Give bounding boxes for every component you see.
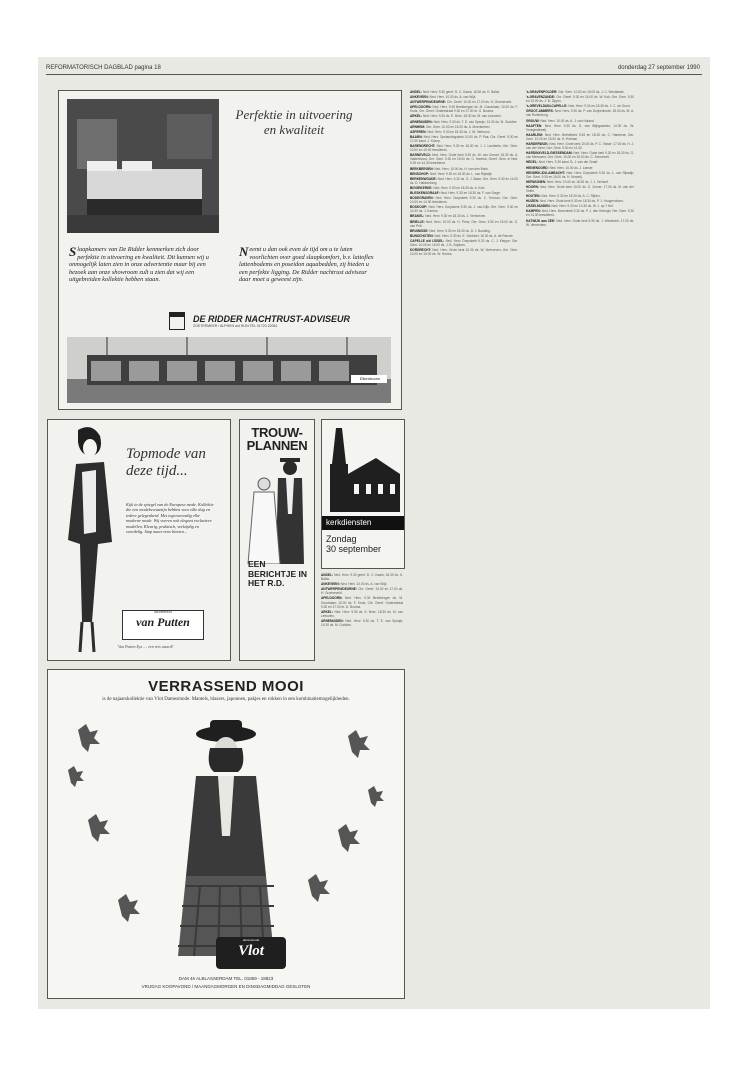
listing-entry [321, 619, 403, 627]
listing-entry [321, 573, 403, 581]
listing-place: HEDEL: [526, 160, 538, 165]
listing-entry [410, 239, 518, 247]
listing-place: HENDRIK-IDO-AMBACHT: [526, 170, 566, 175]
ad-van-putten [47, 419, 231, 661]
listing-text: Ned. Herv. Dorpskerk 9.30 ds. L. van Rijswijk; Ger. Gem. 9.30 en 15.00 ds. H. Verweij. [526, 170, 634, 179]
listing-entry [321, 596, 403, 608]
listing-text: Ned. Herv. Oude kerk 9.30 ds. W. van Gorsel; 18.30 ds. A. Vastenhoud; Ger. Gem. 9.30 en 15.00 ds. C. Harinck; Geref. Gem. in Ned. 9.30 en 14.30 leesdienst. [410, 153, 518, 166]
listing-text: Ned. Herv. 9.30 ds. E. Boer; 18.30 ds. M. van Leeuwen. [422, 114, 502, 119]
listing-place: BRAKEL: [410, 214, 425, 219]
listing-text: Ger. Gem. 10.00 en 16.00 ds. A. Moerkerken. [425, 124, 491, 129]
logo-text: van Putten [136, 615, 190, 629]
listing-place: CAPELLE a/d IJSSEL: [410, 238, 445, 243]
ad-headline: Topmode van deze tijd... [126, 446, 206, 479]
vlot-logo [216, 937, 286, 969]
listing-entry [410, 196, 518, 204]
listing-entry [410, 177, 518, 185]
listing-entry [321, 587, 403, 595]
listing-place: ASPEREN: [410, 129, 427, 134]
listing-text: Ned. Herv. 9.30 en 18.30 ds. A. Kort. [433, 185, 486, 190]
listing-entry [410, 205, 518, 213]
listing-place: GROOT-AMMERS: [526, 109, 554, 114]
listing-text: Chr. Geref. 10.00 en 17.00 ds. H. Groeneveld. [446, 100, 513, 105]
listing-text: Ned. Herv. 9.30 ds. E. Schinkel; 18.30 ds. A. de Reuver. [434, 233, 514, 238]
listing-place: ARKEL: [410, 114, 423, 119]
listing-text: Ned. Herv. 9.30 geref. D. C. Kaars; 18.30 ds. K. Baldo. [321, 573, 403, 582]
listing-text: Ned. Herv. 9.30 ds. G. J. Baan; Ger. Gem. 9.30 en 14.00 ds. D. Hakkenberg. [410, 176, 518, 185]
listing-entry [526, 124, 634, 132]
listing-text: Ned. Herv. 9.30 en 18.30 ds. F. van Sorge. [440, 190, 501, 195]
listing-place: HUIZEN: [526, 199, 539, 204]
listing-text: Ned. Herv. 10.00 ds. A. van Wijk. [429, 95, 477, 100]
page-header-right: donderdag 27 september 1990 [617, 65, 700, 71]
van-putten-logo [122, 610, 204, 640]
listing-text: Ned. Herv. Opstandingskerk 10.00 ds. P. Pas; Chr. Geref. 9.30 en 17.00 kand. J. Klomp. [410, 134, 518, 143]
listing-entry [526, 119, 634, 123]
listing-entry [526, 104, 634, 108]
listing-entry [410, 153, 518, 165]
listing-place: GROUW: [526, 118, 540, 123]
listing-text: Ned. Herv. 9.30 en 18.30 ds. L. van Rijswijk. [430, 171, 493, 176]
listing-place: ANKEVEEN: [321, 582, 340, 587]
listing-entry [410, 135, 518, 143]
listing-entry [410, 214, 518, 218]
listing-text: Ned. Herv. 9.30 en 18.30 ds. J. J. Lamberts; Ger. Gem. 10.00 en 15.00 leesdienst. [410, 144, 518, 153]
listing-place: ARKEL: [321, 609, 334, 614]
logo-subtext: ZOETERMEER / ALPHEN a/d RIJN TEL 01720-22051 [193, 324, 278, 328]
ad-headline: VERRASSEND MOOI [148, 678, 304, 695]
listing-place: ANTWERPEN/DEURNE: [410, 100, 446, 105]
listing-place: ANKEVEEN: [410, 95, 429, 100]
listing-text: Ned. Herv. 9.30 ds. P. van Duijvenbode; 18.30 ds. M. A. van Ruitenburg. [526, 109, 634, 118]
listing-text: Ned. Herv. Bethelkerk 9.45 en 18.30 ds. C. Harkema; Ger. Gem. 10.00 en 15.00 ds. H. Hofman. [526, 132, 634, 141]
listing-entry [526, 133, 634, 141]
ad-body-right-text: eemt u dan ook even de tijd om u te laten voorlichten over goed slaapkomfort, b.v. lattoflex lattenbodems en poseidon aquabedden, zij bieden u een perfekte ligging. De Ridder nachtrust adviseur daar moet u geweest zijn. [239, 246, 374, 284]
ad-body-left [69, 246, 209, 284]
listing-entry [526, 160, 634, 164]
listing-text: Chr. Geref. 10.00 en 17.00 ds. H. Groeneveld. [321, 587, 403, 596]
listing-entry [526, 219, 634, 227]
ad-body-right [239, 246, 379, 284]
listing-place: KAMPEN: [526, 209, 541, 214]
listing-entry [410, 100, 518, 104]
listing-place: BRIELLE: [410, 219, 425, 224]
ad-body: Kijk in de spiegel van de Europese mode. Kollektie die een modebewustzijn hebben voor elke dag en iedere gelegenheid. Met tegenwoordig elke moderne mode. Wij voeren ook elegant exclusieve modellen. Kleurig, praktisch, veelzijdig en voordelig. Stap maar eens binnen... [126, 502, 214, 535]
listing-entry [410, 220, 518, 228]
section-date [326, 534, 381, 554]
listing-entry [410, 90, 518, 94]
listing-entry [526, 194, 634, 198]
listing-place: HOORN: [526, 184, 539, 189]
listing-place: HEINENOORD: [526, 165, 549, 170]
listing-text: Ned. Herv. Oude kerk 9.30 en 18.30 ds. G. van Meeuwen; Ger. Gem. 10.00 en 15.00 ds. C. Sonnevelt. [526, 151, 634, 160]
listing-text: Ned. Herv. Dorpskerk 9.30 ds. J. van Dijk; Ger. Gem. 9.30 en 14.30 ds. J. Karens. [410, 205, 518, 214]
listing-entry [526, 185, 634, 193]
listing-text: Chr. Geref. 9.30 en 16.00 ds. W. Kok; Ger. Gem. 9.30 en 15.00 ds. J. B. Zippro. [526, 95, 634, 104]
listing-entry [526, 90, 634, 94]
listing-entry [526, 180, 634, 184]
ad-de-ridder [58, 90, 402, 410]
listing-place: ARNHEM: [410, 124, 426, 129]
section-title: kerkdiensten [322, 516, 404, 530]
listings-column-2 [526, 90, 634, 1000]
listing-text: Ned. Herv. 9.30 en 18.30 ds. J. C. de Groot. [568, 104, 631, 109]
listing-place: BARNEVELD: [410, 153, 431, 158]
listing-place: BODEGRAVEN: [410, 196, 434, 201]
logo-text: Vlot [238, 943, 264, 959]
listing-text: Ned. Herv. 10.00 ds. J. Lanser. [549, 165, 594, 170]
ad-address: DAM 46 ALBLASSERDAM TEL. 01859 - 18823 [178, 976, 274, 981]
listing-text: Ned. Herv. 10.00 ds. H. van den Brink. [434, 166, 489, 171]
listing-place: BRUINISSE: [410, 228, 429, 233]
listing-place: KATWIJK aan ZEE: [526, 218, 556, 223]
listing-place: BENSCHOP: [410, 171, 430, 176]
logo-top: damesmode [242, 938, 260, 942]
listing-entry [410, 191, 518, 195]
listing-entry [410, 144, 518, 152]
listing-text: Ned. Herv. 9.30 ds. E. Boer; 18.30 ds. M. van Leeuwen. [321, 609, 403, 618]
listing-entry [526, 166, 634, 170]
listing-entry [410, 120, 518, 124]
listings-column-0 [321, 573, 403, 669]
listing-entry [526, 204, 634, 208]
ad-body-left-text: laapkamers van De Ridder kenmerken zich door perfektie in uitvoering en kwaliteit. Dit kunnen wij u onmogelijk laten zien in onze advertentie maar bij een bezoek aan onze showroom zult u zien dat wij een uitgebreiden kollektie hebben staan. [69, 246, 209, 284]
listing-entry [526, 209, 634, 217]
listing-entry [410, 167, 518, 171]
listing-text: Ned. Herv. 9.30 geref. D. C. Kaars; 18.30 ds. K. Baldo. [422, 90, 501, 94]
listing-text: Ned. Herv. 10.00 ds. A. J. van Nuland. [540, 118, 595, 123]
logo-top: MODEHUIS [153, 610, 173, 614]
listing-place: BAARN: [410, 134, 423, 139]
listing-text: Ned. Herv. 10.00 en 18.30 ds. J. J. Verhoef. [547, 179, 609, 184]
ad-subtitle: is de najaarskollektie van Vlot Damesmode. Mantels, blazers, japonnen, pakjes en rokken in een kombinatiemogelijkheden. [102, 697, 350, 702]
listing-entry [526, 95, 634, 103]
listing-entry [526, 109, 634, 117]
wedding-couple-illustration [240, 454, 314, 564]
listing-place: IJSSELMUIDEN: [526, 204, 551, 209]
listing-place: ANTWERPEN/DEURNE: [321, 587, 357, 592]
listing-entry [410, 248, 518, 256]
listing-text: Ned. Herv. 9.30 ds. T. E. van Spanje; 14.30 ds. M. Guddee. [321, 618, 403, 628]
listing-place: HARDERWIJK: [526, 142, 549, 147]
listing-entry [321, 582, 403, 586]
listing-text: Ned. Herv. 10.00 ds. A. van Wijk. [340, 582, 388, 587]
listings-column-1 [410, 90, 518, 1000]
logo-text: DE RIDDER NACHTRUST-ADVISEUR [193, 314, 351, 324]
listing-entry [321, 610, 403, 618]
listing-text: Ned. Herv. Grote kerk 10.00 ds. P. C. Visser; 17.00 ds. H. J. van der Veen; Ger. Gem. 9.30 en 14.30. [526, 142, 634, 151]
listing-entry [526, 151, 634, 159]
listing-place: ARNEMUIDEN: [410, 119, 433, 124]
listing-text: Ned. Herv. 9.30 en 18.30 ds. J. Verhoeven. [425, 214, 487, 219]
listing-place: BARENDRECHT: [410, 144, 436, 149]
listing-entry [410, 114, 518, 118]
kerkdiensten-header [321, 419, 405, 569]
drop-cap: N [239, 244, 249, 259]
bed-icon [169, 312, 185, 330]
listing-place: ANDEL: [410, 90, 423, 94]
listing-text: Ned. Herv. 9.30 Beekbergen ds. M. Goudriaan; 10.00 ds. F. Kruis; Chr. Geref. Oosterstraat 9.30 en 17.00 dr. G. Bouma. [410, 105, 518, 114]
listing-text: Ned. Herv. Oude kerk 9.30 ds. J. Westerink; 17.00 ds. W. Vermeulen. [526, 218, 634, 227]
listing-place: HAARLEM: [526, 132, 543, 137]
ad-headline: Perfektie in uitvoering en kwaliteit [235, 107, 353, 137]
autumn-leaves-decoration [48, 710, 404, 960]
section-date-text: 30 september [326, 544, 382, 554]
newspaper-page [38, 57, 710, 1009]
listing-place: BLESKENSGRAAF: [410, 190, 440, 195]
listing-place: BUNSCHOTEN: [410, 233, 434, 238]
listing-place: 's-GRAVENZANDE: [526, 95, 556, 100]
store-sign-text: Eikenboom [359, 376, 380, 381]
de-ridder-logo [169, 311, 399, 331]
listing-text: Ger. Gem. 10.00 en 15.00 ds. J. C. Weststrate. [558, 90, 625, 94]
church-icon [322, 424, 404, 514]
listing-text: Ned. Herv. 9.30 ds. G. van Wijngaarden; 14.30 ds. W. Vroegindeweij. [526, 123, 634, 132]
ad-caption: Van Putten Eys .... een reis waard! [118, 644, 174, 649]
ad-vlot-damesmode [47, 669, 405, 999]
listing-text: Ned. Herv. Dorpskerk 9.30 ds. C. Terlouw; Ger. Gem. 10.00 en 14.30 leesdienst. [410, 196, 518, 205]
listing-entry [410, 105, 518, 113]
listing-place: ARNEMUIDEN: [321, 618, 344, 623]
listing-place: ANDEL: [321, 573, 334, 577]
listing-place: APELDOORN: [321, 596, 343, 601]
listing-entry [526, 142, 634, 150]
listing-entry [410, 229, 518, 233]
listing-place: HARDINXVELD-GIESSENDAM: [526, 151, 573, 156]
listing-text: Ned. Herv. 10.00 ds. H. Prins; Ger. Gem. 9.30 en 15.00 ds. G. van Pelt. [410, 219, 518, 228]
listing-entry [526, 171, 634, 179]
section-day: Zondag [326, 534, 357, 544]
listing-text: Ned. Herv. Dorpskerk 9.30 ds. C. J. Kleppe; Ger. Gem. 10.00 en 15.00 ds. J. B. Zuijdam. [410, 238, 518, 247]
listing-text: Ned. Herv. 9.30 en 18.30 ds. J. W. Verboom. [427, 129, 491, 134]
listing-text: Ned. Herv. Grote kerk 10.00 ds. G. Zomer; 17.00 ds. M. van der Velde. [526, 184, 634, 193]
listing-place: BIGGEKERKE: [410, 185, 433, 190]
ad-headline: TROUW- PLANNEN [246, 425, 308, 453]
bedroom-photo [67, 99, 219, 233]
listing-place: 's-GREVELDUIN-CAPELLE: [526, 104, 568, 109]
listing-text: Ned. Herv. 9.30 Beekbergen ds. M. Goudriaan; 10.00 ds. F. Kruis; Chr. Geref. Oosterstraat 9.30 en 17.00 dr. G. Bouma. [321, 596, 403, 609]
listing-place: BOSKOOP: [410, 205, 428, 210]
listing-text: Ned. Herv. 9.30 en 18.30 ds. A. C. Rijken. [541, 194, 601, 199]
storefront-photo [67, 337, 391, 403]
listing-place: BEEKBERGEN: [410, 166, 434, 171]
listing-entry [410, 172, 518, 176]
listing-entry [410, 186, 518, 190]
listing-place: DORDRECHT: [410, 248, 432, 253]
ad-opening-hours: VRIJDAG KOOPAVOND / MAANDAGMORGEN EN DINSDAGMIDDAG GESLOTEN [141, 984, 311, 989]
listing-entry [410, 125, 518, 129]
page-header-left: REFORMATORISCH DAGBLAD pagina 18 [46, 65, 161, 71]
listing-text: Ned. Herv. 9.30 ds. T. E. van Spanje; 14.30 ds. M. Guddee. [433, 119, 518, 124]
drop-cap: S [69, 244, 77, 259]
listing-place: HAAFTEN: [526, 123, 543, 128]
ad-trouwplannen [239, 419, 315, 661]
listing-entry [526, 199, 634, 203]
listing-text: Ned. Herv. 9.30 en 14.30 ds. W. J. op 't Hof. [551, 204, 614, 209]
listing-text: Ned. Herv. Oude kerk 9.30 en 18.30 ds. P. J. Hoogendoorn. [539, 199, 624, 204]
header-rule [46, 74, 702, 75]
listing-text: Ned. Herv. Grote kerk 10.00 ds. W. Verhoeven; Ger. Gem. 10.00 en 15.00 ds. W. Hovius. [410, 248, 518, 257]
listing-text: Ned. Herv. Bovenkerk 9.30 ds. P. J. den Hertogh; Ger. Gem. 9.30 en 14.30 leesdienst. [526, 209, 634, 218]
ad-call-to-action: EEN BERICHTJE IN HET R.D. [248, 559, 308, 588]
listing-place: APELDOORN: [410, 105, 432, 110]
listing-place: HOUTEN: [526, 194, 541, 199]
listing-place: BERKENWOUDE: [410, 176, 437, 181]
listing-text: Ned. Herv. 9.30 en 18.30 ds. D. J. Budding. [429, 228, 491, 233]
listing-place: 's-GRAVENPOLDER: [526, 90, 558, 94]
listing-text: Ned. Herv. 9.30 kand. B. J. van der Graaf. [538, 160, 599, 165]
listing-entry [410, 234, 518, 238]
fashion-illustration [52, 422, 122, 658]
listing-entry [410, 130, 518, 134]
listing-place: HERWIJNEN: [526, 179, 547, 184]
listing-entry [410, 95, 518, 99]
